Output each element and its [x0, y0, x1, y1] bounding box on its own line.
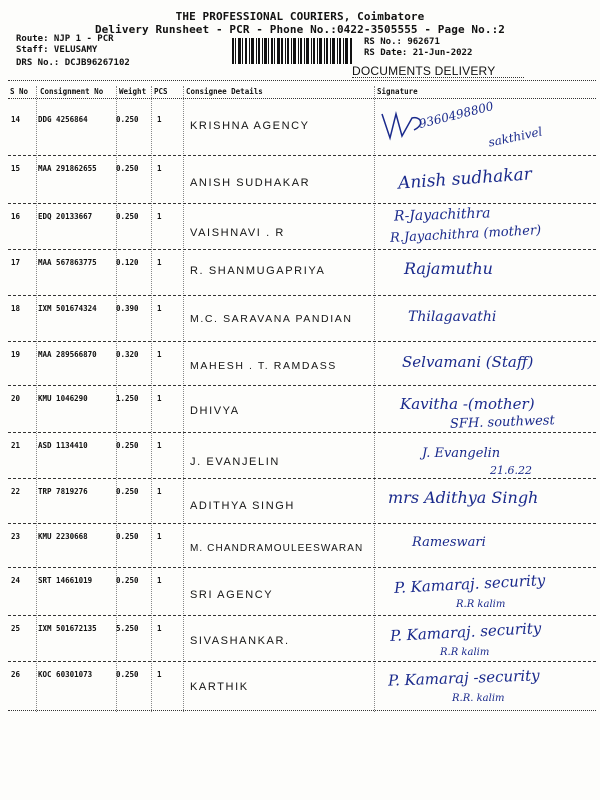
cell-pcs: 1 [157, 350, 162, 359]
cell-consignment: ASD 1134410 [38, 441, 88, 450]
consignee-name: SRI AGENCY [190, 589, 274, 601]
cell-pcs: 1 [157, 624, 162, 633]
signature-text: Selvamani (Staff) [402, 353, 534, 371]
cell-sno: 17 [11, 258, 21, 267]
table-row [0, 617, 600, 665]
consignee-name: DHIVYA [190, 405, 240, 417]
signature-note: sakthivel [487, 124, 544, 150]
cell-weight: 0.250 [116, 487, 139, 496]
table-row [0, 251, 600, 299]
cell-sno: 20 [11, 394, 21, 403]
consignee-name: M. CHANDRAMOULEESWARAN [190, 543, 364, 554]
cell-pcs: 1 [157, 394, 162, 403]
cell-consignment: DDG 4256864 [38, 115, 88, 124]
table-row [0, 387, 600, 435]
col-header-pcs: PCS [154, 87, 168, 96]
cell-sno: 23 [11, 532, 21, 541]
signature-text: Anish sudhakar [397, 164, 533, 194]
cell-consignment: EDQ 20133667 [38, 212, 93, 221]
cell-sno: 22 [11, 487, 21, 496]
signature-text: P. Kamaraj -security [387, 666, 540, 690]
cell-weight: 0.250 [116, 441, 139, 450]
consignee-name: R. SHANMUGAPRIYA [190, 265, 326, 277]
cell-consignment: KMU 2230668 [38, 532, 88, 541]
table-row [0, 480, 600, 528]
route-info: Route: NJP 1 - PCR [16, 34, 114, 44]
cell-consignment: KOC 60301073 [38, 670, 93, 679]
table-row [0, 663, 600, 711]
col-header-consignee: Consignee Details [186, 87, 263, 96]
consignee-name: VAISHNAVI . R [190, 227, 285, 239]
cell-weight: 1.250 [116, 394, 139, 403]
table-row [0, 525, 600, 573]
cell-consignment: IXM 501674324 [38, 304, 97, 313]
signature-text: mrs Adithya Singh [388, 488, 539, 507]
cell-consignment: TRP 7819276 [38, 487, 88, 496]
table-row [0, 98, 600, 156]
col-header-weight: Weight [119, 87, 147, 96]
staff-info: Staff: VELUSAMY [16, 45, 98, 55]
table-row [0, 297, 600, 345]
signature-note: SFH. southwest [449, 413, 555, 432]
cell-pcs: 1 [157, 258, 162, 267]
cell-pcs: 1 [157, 212, 162, 221]
company-title: THE PROFESSIONAL COURIERS, Coimbatore [175, 10, 425, 23]
table-row [0, 569, 600, 617]
cell-weight: 0.120 [116, 258, 139, 267]
consignee-name: ADITHYA SINGH [190, 500, 295, 512]
cell-pcs: 1 [157, 115, 162, 124]
signature-text: J. Evangelin [422, 446, 501, 461]
signature-note: R.R kalim [456, 599, 506, 610]
signature-note: R.R. kalim [452, 693, 505, 704]
cell-weight: 0.250 [116, 532, 139, 541]
signature-text: Rameswari [412, 535, 486, 550]
consignee-name: SIVASHANKAR. [190, 635, 290, 647]
consignee-name: J. EVANJELIN [190, 456, 280, 468]
col-header-sno: S No [10, 87, 29, 96]
table-row [0, 434, 600, 482]
cell-sno: 18 [11, 304, 21, 313]
cell-consignment: MAA 291862655 [38, 164, 97, 173]
cell-weight: 0.250 [116, 212, 139, 221]
signature-text: Rajamuthu [404, 259, 493, 278]
cell-sno: 19 [11, 350, 21, 359]
cell-sno: 15 [11, 164, 21, 173]
cell-sno: 24 [11, 576, 21, 585]
signature-note: R.R kalim [440, 647, 490, 658]
cell-pcs: 1 [157, 487, 162, 496]
signature-note: R.Jayachithra (mother) [389, 223, 542, 246]
runsheet-subtitle: Delivery Runsheet - PCR - Phone No.:0422-3505555 - Page No.:2 [94, 23, 506, 36]
cell-weight: 0.390 [116, 304, 139, 313]
cell-weight: 0.250 [116, 164, 139, 173]
consignee-name: ANISH SUDHAKAR [190, 177, 311, 189]
col-header-consignment: Consignment No [40, 87, 104, 96]
cell-consignment: MAA 289566870 [38, 350, 97, 359]
signature-text: 9360498800 [417, 98, 495, 132]
cell-pcs: 1 [157, 441, 162, 450]
cell-pcs: 1 [157, 532, 162, 541]
cell-weight: 0.320 [116, 350, 139, 359]
consignee-name: KARTHIK [190, 681, 249, 693]
signature-text: R-Jayachithra [393, 205, 491, 225]
rs-number: RS No.: 962671 [364, 37, 440, 47]
signature-text: Thilagavathi [408, 309, 497, 325]
cell-pcs: 1 [157, 576, 162, 585]
consignee-name: MAHESH . T. RAMDASS [190, 360, 337, 372]
drs-number: DRS No.: DCJB96267102 [16, 58, 130, 68]
documents-delivery-heading: DOCUMENTS DELIVERY [352, 64, 496, 78]
cell-sno: 16 [11, 212, 21, 221]
signature-text: Kavitha -(mother) [400, 395, 535, 413]
cell-pcs: 1 [157, 670, 162, 679]
barcode-image [232, 38, 352, 64]
consignee-name: M.C. SARAVANA PANDIAN [190, 313, 353, 325]
consignee-name: KRISHNA AGENCY [190, 120, 310, 132]
cell-weight: 5.250 [116, 624, 139, 633]
cell-consignment: SRT 14661019 [38, 576, 93, 585]
cell-sno: 26 [11, 670, 21, 679]
cell-weight: 0.250 [116, 115, 139, 124]
signature-text: P. Kamaraj. security [389, 619, 542, 645]
col-header-signature: Signature [377, 87, 418, 96]
signature-text: P. Kamaraj. security [393, 571, 546, 597]
table-row [0, 343, 600, 391]
rs-date: RS Date: 21-Jun-2022 [364, 48, 473, 58]
cell-pcs: 1 [157, 304, 162, 313]
cell-sno: 14 [11, 115, 21, 124]
table-row [0, 157, 600, 205]
cell-weight: 0.250 [116, 576, 139, 585]
cell-weight: 0.250 [116, 670, 139, 679]
cell-sno: 21 [11, 441, 21, 450]
cell-consignment: IXM 501672135 [38, 624, 97, 633]
cell-pcs: 1 [157, 164, 162, 173]
cell-sno: 25 [11, 624, 21, 633]
cell-consignment: KMU 1046290 [38, 394, 88, 403]
signature-note: 21.6.22 [490, 464, 532, 477]
table-row [0, 205, 600, 253]
cell-consignment: MAA 567863775 [38, 258, 97, 267]
